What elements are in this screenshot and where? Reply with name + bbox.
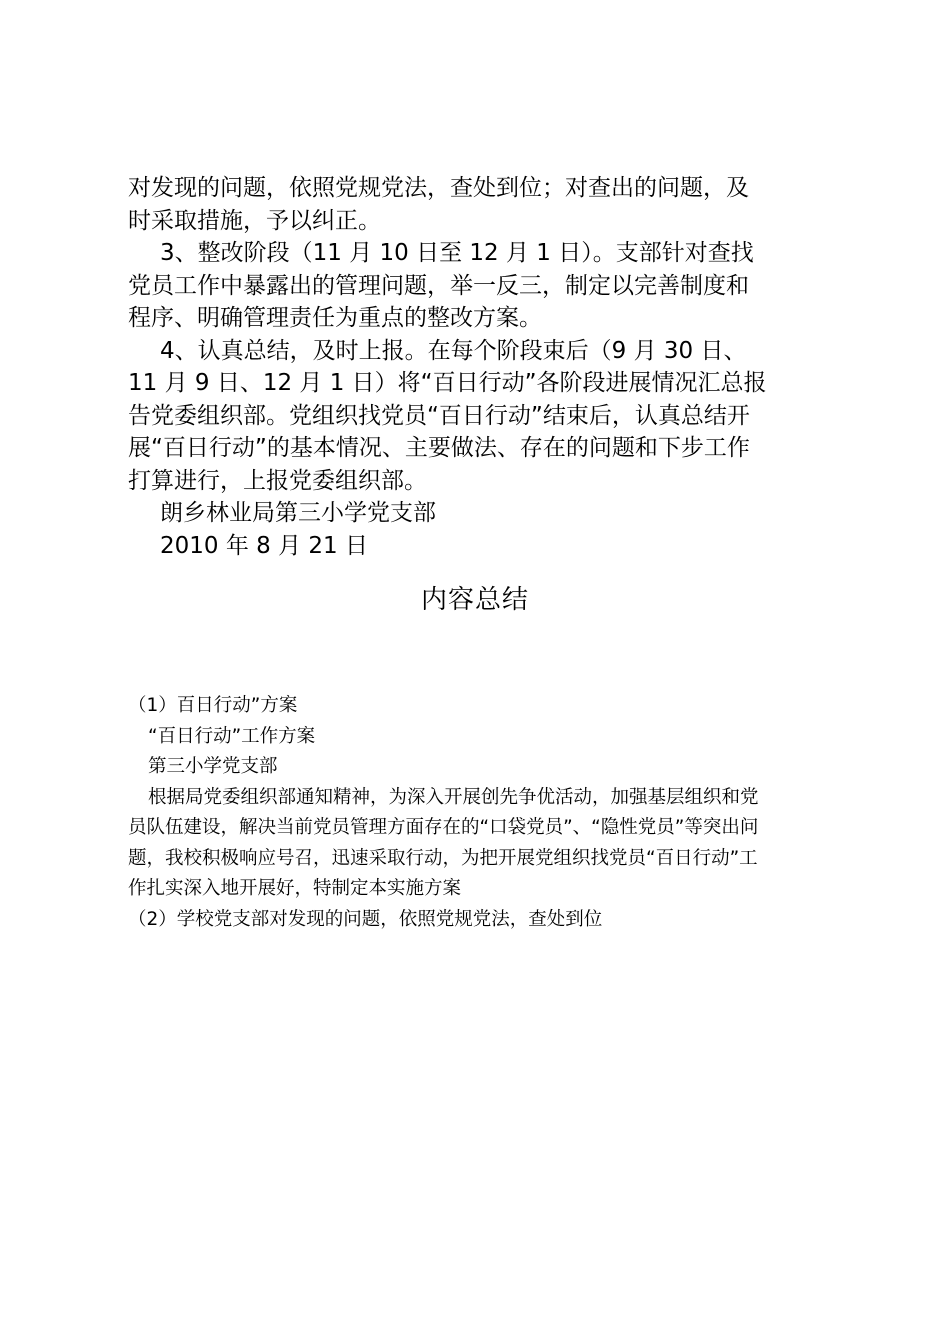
summary-line: 作扎实深入地开展好，特制定本实施方案 xyxy=(128,878,462,899)
summary-line: 题，我校积极响应号召，迅速采取行动，为把开展党组织找党员“百日行动”工 xyxy=(128,847,758,869)
summary-section xyxy=(128,691,838,935)
summary-line: （2）学校党支部对发现的问题，依照党规党法，查处到位 xyxy=(128,908,603,930)
summary-title: 内容总结 xyxy=(420,585,529,615)
body-line: 11 月 9 日、12 月 1 日）将“百日行动”各阶段进展情况汇总报 xyxy=(128,370,767,396)
document-body xyxy=(128,172,828,562)
body-line: 对发现的问题，依照党规党法，查处到位；对查出的问题，及 xyxy=(128,175,749,201)
body-line: 告党委组织部。党组织找党员“百日行动”结束后，认真总结开 xyxy=(128,402,750,429)
signature-date: 2010 年 8 月 21 日 xyxy=(160,532,368,559)
body-line: 3、整改阶段（11 月 10 日至 12 月 1 日）。支部针对查找 xyxy=(160,240,754,266)
body-line: 4、认真总结，及时上报。在每个阶段束后（9 月 30 日、 xyxy=(160,337,747,364)
body-line: 党员工作中暴露出的管理问题，举一反三，制定以完善制度和 xyxy=(128,272,749,299)
summary-line: 根据局党委组织部通知精神，为深入开展创先争优活动，加强基层组织和党 xyxy=(148,786,759,808)
body-line: 打算进行，上报党委组织部。 xyxy=(128,467,427,494)
summary-line: 第三小学党支部 xyxy=(148,756,278,777)
summary-line: （1）百日行动”方案 xyxy=(128,695,298,716)
summary-line: “百日行动”工作方案 xyxy=(148,725,316,747)
signature-organization: 朗乡林业局第三小学党支部 xyxy=(160,500,436,526)
summary-line: 员队伍建设，解决当前党员管理方面存在的“口袋党员”、“隐性党员”等突出问 xyxy=(128,817,759,838)
body-line: 程序、明确管理责任为重点的整改方案。 xyxy=(128,305,542,331)
body-line: 时采取措施，予以纠正。 xyxy=(128,207,381,234)
body-line: 展“百日行动”的基本情况、主要做法、存在的问题和下步工作 xyxy=(128,435,750,461)
